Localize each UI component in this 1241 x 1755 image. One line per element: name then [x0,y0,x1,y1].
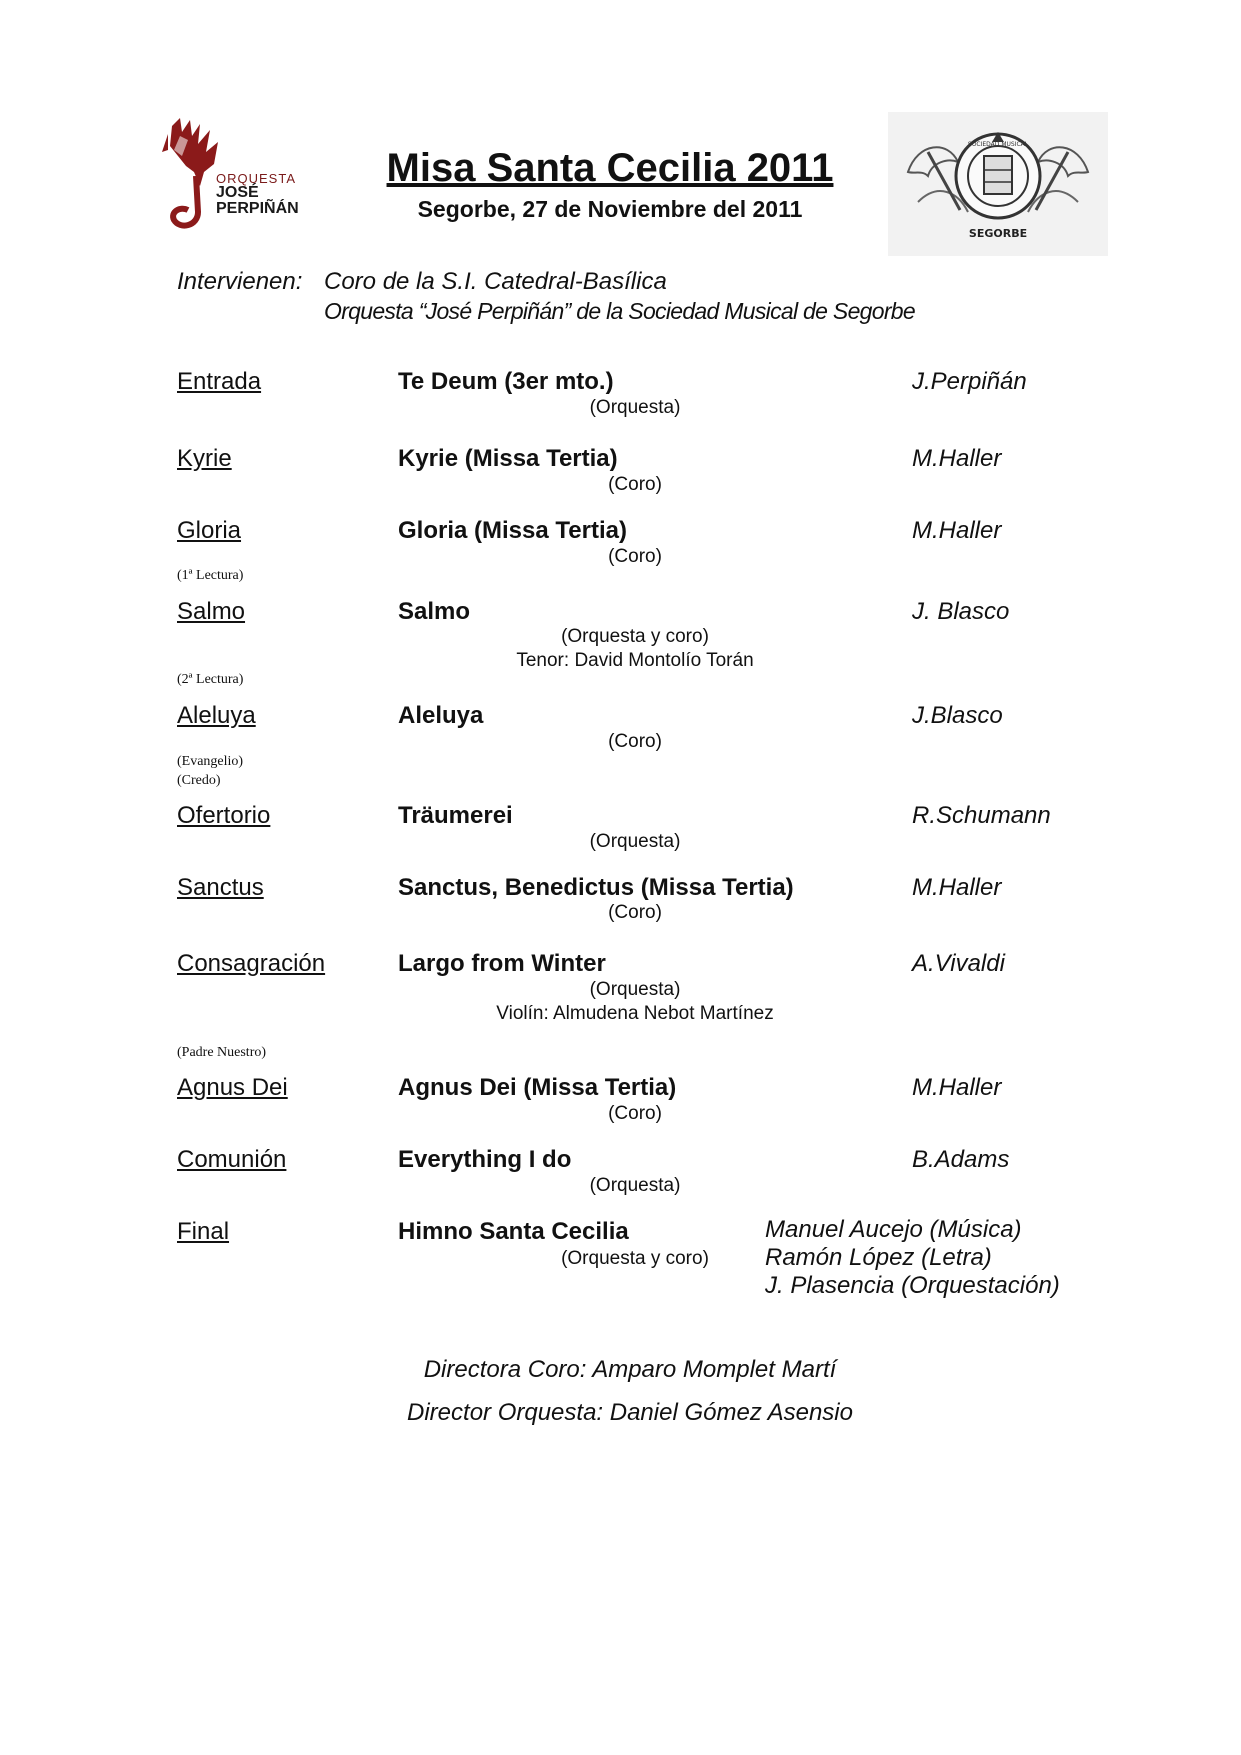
sociedad-musical-seal [888,112,1108,256]
note-aleluya: (Coro) [608,731,662,752]
note-entrada: (Orquesta) [589,397,681,418]
logo-line-perpinan: PERPIÑÁN [216,200,299,217]
part-consagracion: Consagración [177,950,326,977]
part-kyrie: Kyrie [177,445,232,472]
work-agnus-dei: Agnus Dei (Missa Tertia) [398,1074,677,1101]
part-ofertorio: Ofertorio [177,802,271,829]
crest-icon [888,112,1108,256]
directora-coro: Directora Coro: Amparo Momplet Martí [423,1356,837,1383]
seal-caption: SEGORBE [968,227,1028,240]
part-gloria: Gloria [177,517,242,544]
composer-aleluya: J.Blasco [912,702,1003,729]
intervienen-coro: Coro de la S.I. Catedral-Basílica [324,268,667,295]
director-orquesta: Director Orquesta: Daniel Gómez Asensio [407,1399,853,1426]
composer-entrada: J.Perpiñán [912,368,1027,395]
note-kyrie: (Coro) [608,474,662,495]
note-comunion: (Orquesta) [589,1175,681,1196]
pre-note-evangelio: (Evangelio) [177,754,244,769]
part-entrada: Entrada [177,368,262,395]
work-comunion: Everything I do [398,1146,572,1173]
note-consagracion-violin: Violín: Almudena Nebot Martínez [496,1003,774,1024]
part-final: Final [177,1218,230,1245]
composer-sanctus: M.Haller [912,874,1002,901]
work-ofertorio: Träumerei [398,802,513,829]
composer-gloria: M.Haller [912,517,1002,544]
composer-kyrie: M.Haller [912,445,1002,472]
note-final: (Orquesta y coro) [561,1248,709,1269]
work-consagracion: Largo from Winter [398,950,606,977]
composer-salmo: J. Blasco [912,598,1010,625]
intervienen-label: Intervienen: [177,268,303,295]
work-kyrie: Kyrie (Missa Tertia) [398,445,618,472]
intervienen-orquesta: Orquesta “José Perpiñán” de la Sociedad Musical de Segorbe [324,298,915,324]
composer-final-letra: Ramón López (Letra) [765,1244,992,1271]
pre-note-2a-lectura: (2ª Lectura) [177,672,244,687]
logo-line-jose: JOSÉ [216,184,259,201]
composer-consagracion: A.Vivaldi [912,950,1005,977]
pre-note-1a-lectura: (1ª Lectura) [177,568,244,583]
composer-comunion: B.Adams [912,1146,1010,1173]
part-comunion: Comunión [177,1146,287,1173]
work-gloria: Gloria (Missa Tertia) [398,517,627,544]
note-salmo: (Orquesta y coro) [561,626,709,647]
note-sanctus: (Coro) [608,902,662,923]
work-aleluya: Aleluya [398,702,484,729]
composer-agnus-dei: M.Haller [912,1074,1002,1101]
note-consagracion: (Orquesta) [589,979,681,1000]
composer-final-musica: Manuel Aucejo (Música) [765,1216,1022,1243]
part-sanctus: Sanctus [177,874,264,901]
note-salmo-tenor: Tenor: David Montolío Torán [516,650,754,671]
page-subtitle: Segorbe, 27 de Noviembre del 2011 [417,196,803,222]
seal-ring-text: SOCIEDAD MUSICAL [967,141,1029,148]
logo-line-orquesta: ORQUESTA [216,171,296,186]
part-salmo: Salmo [177,598,246,625]
composer-final-orquestacion: J. Plasencia (Orquestación) [765,1272,1060,1299]
part-aleluya: Aleluya [177,702,256,729]
pre-note-credo: (Credo) [177,773,221,788]
note-agnus-dei: (Coro) [608,1103,662,1124]
orquesta-logo [160,116,330,236]
note-ofertorio: (Orquesta) [589,831,681,852]
composer-ofertorio: R.Schumann [912,802,1051,829]
work-salmo: Salmo [398,598,471,625]
note-gloria: (Coro) [608,546,662,567]
work-sanctus: Sanctus, Benedictus (Missa Tertia) [398,874,794,901]
page-title: Misa Santa Cecilia 2011 [386,146,834,190]
part-agnus-dei: Agnus Dei [177,1074,288,1101]
work-final: Himno Santa Cecilia [398,1218,629,1245]
work-entrada: Te Deum (3er mto.) [398,368,614,395]
pre-note-padre-nuestro: (Padre Nuestro) [177,1045,267,1060]
